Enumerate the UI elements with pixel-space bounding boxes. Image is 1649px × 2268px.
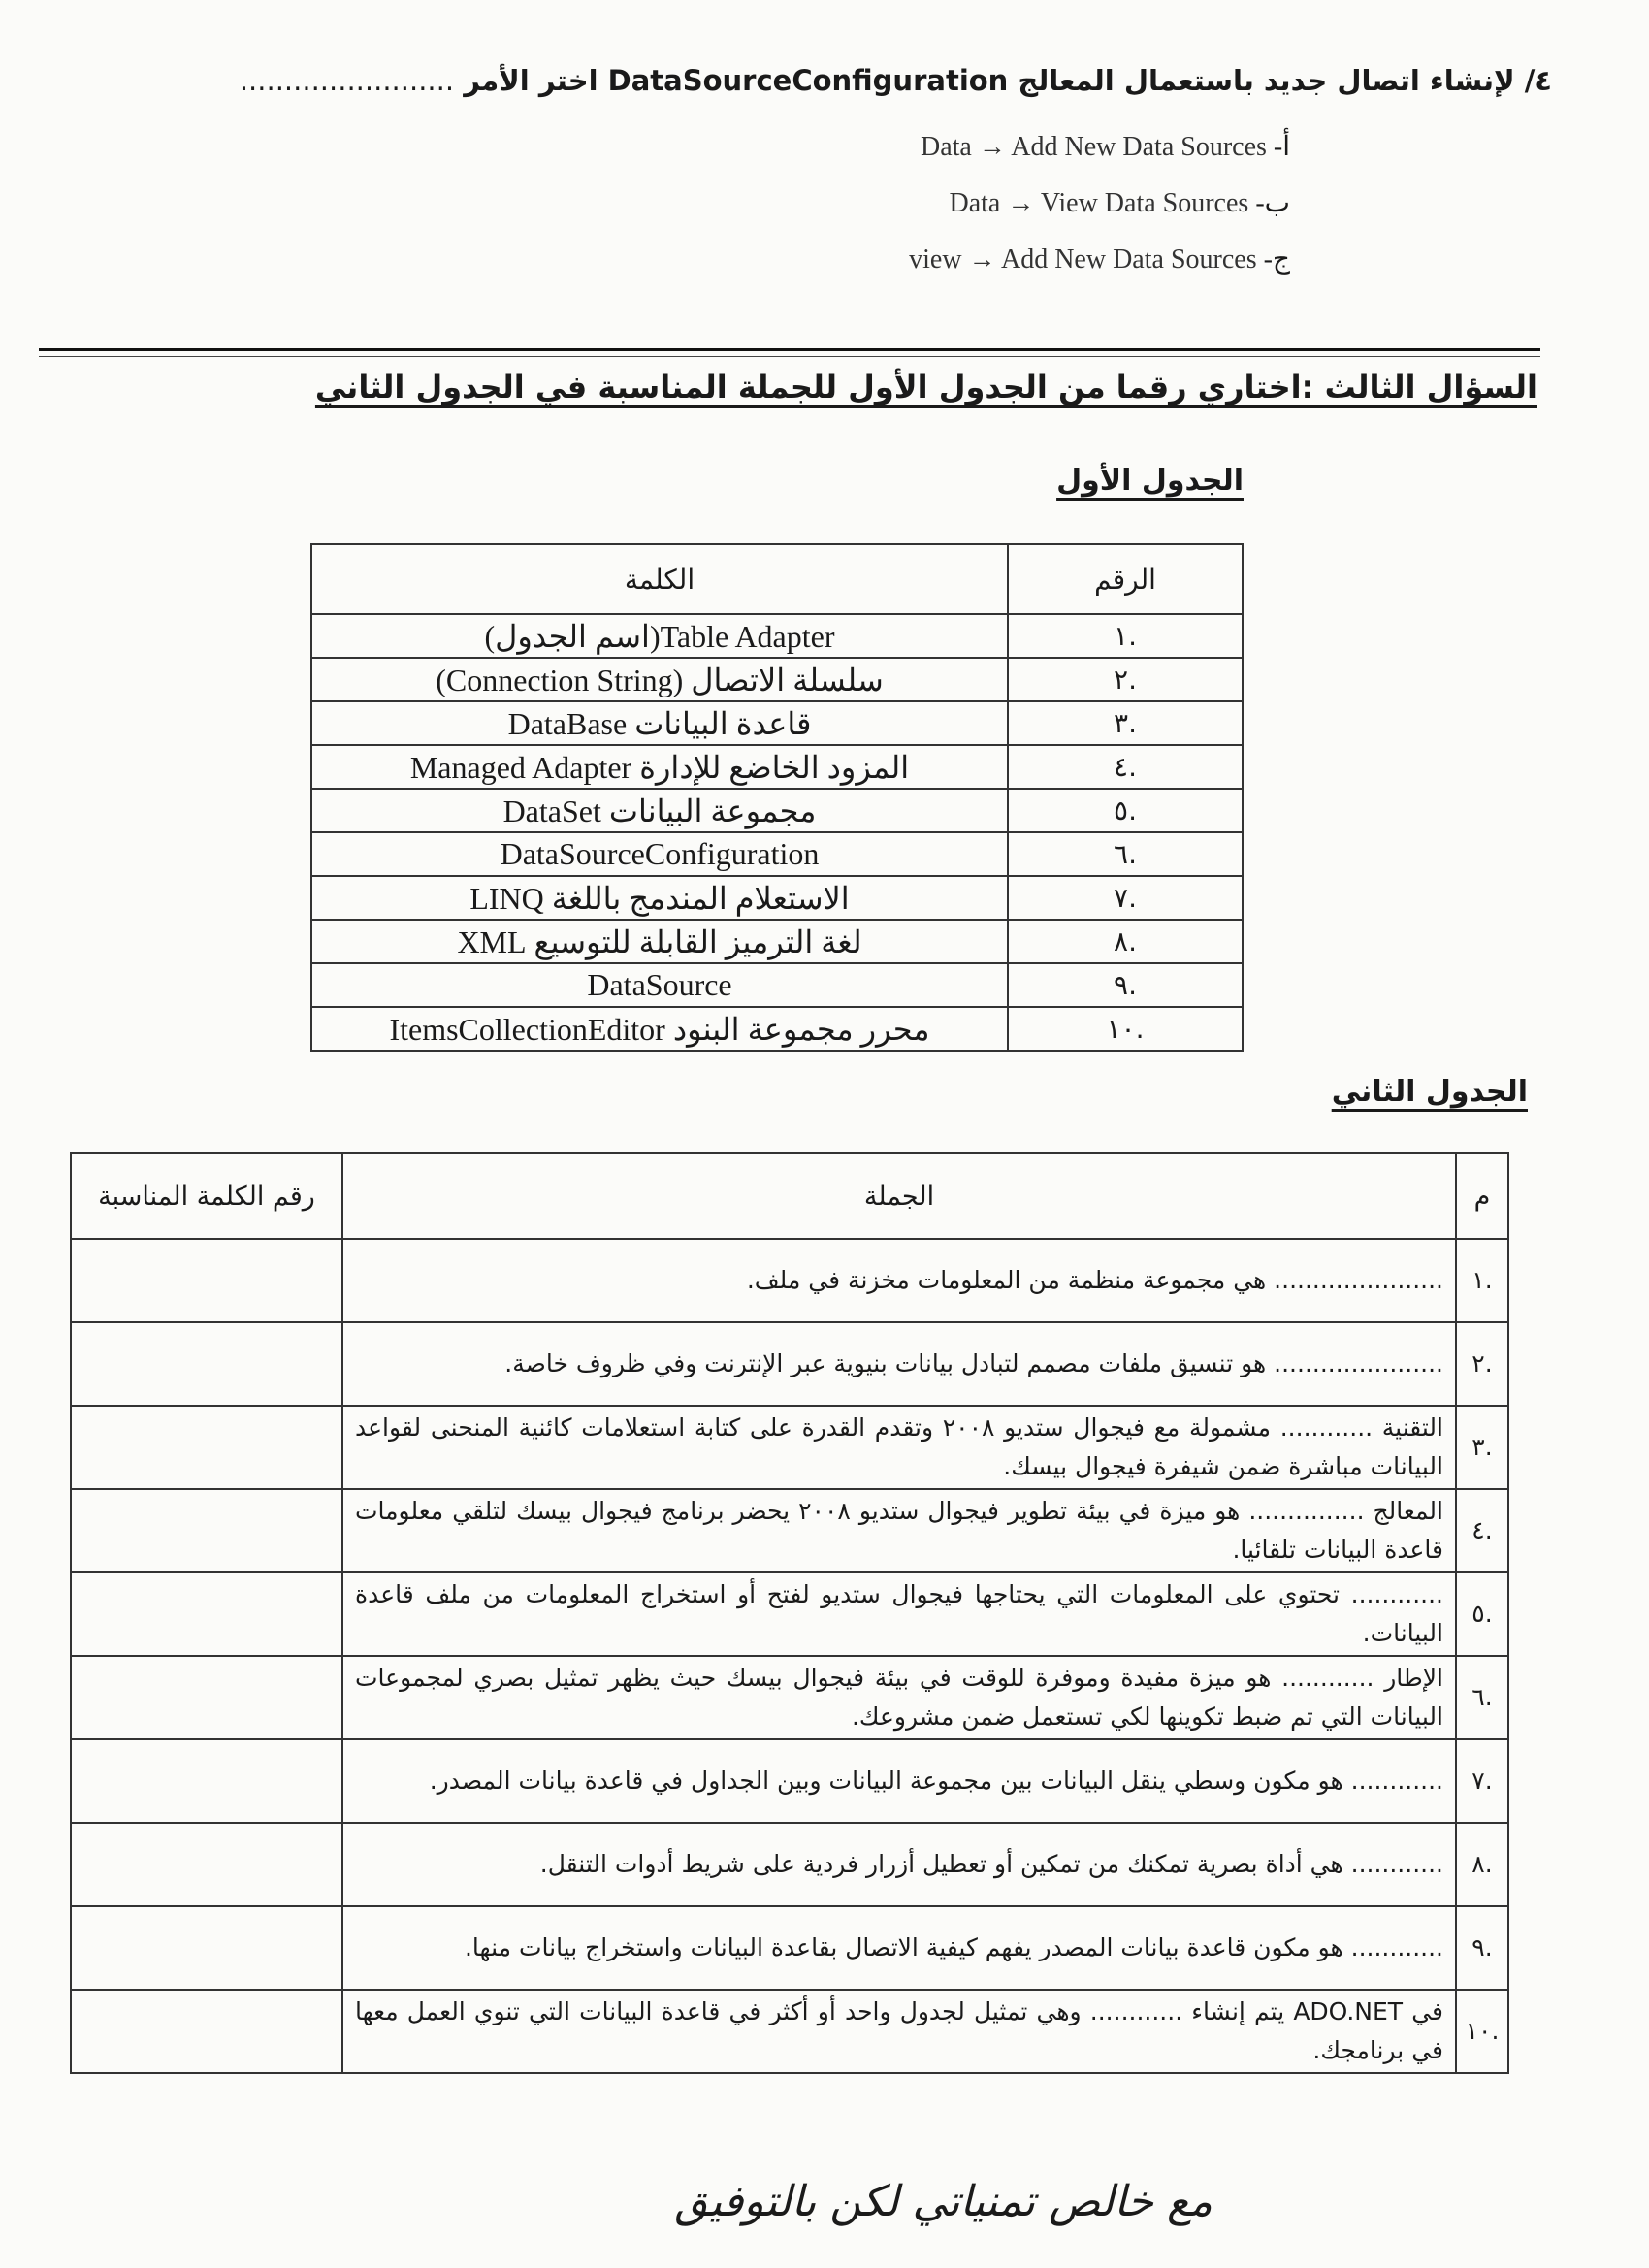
row-index: .٤ xyxy=(1456,1489,1508,1572)
table-row xyxy=(71,1906,1508,1990)
answer-cell[interactable] xyxy=(71,1406,342,1489)
option-b-command: Data → View Data Sources xyxy=(949,188,1249,218)
row-number: .٩ xyxy=(1008,963,1243,1007)
row-number: .٧ xyxy=(1008,876,1243,920)
number-header: الرقم xyxy=(1008,544,1243,614)
table-row xyxy=(311,876,1243,920)
row-word: DataSource xyxy=(311,963,1008,1007)
row-number: .١ xyxy=(1008,614,1243,658)
row-number: .٥ xyxy=(1008,789,1243,832)
table-row xyxy=(311,832,1243,876)
question-4-text: لإنشاء اتصال جديد باستعمال المعالج DataSourceConfiguration اختر الأمر xyxy=(464,64,1515,97)
option-c-command: view → Add New Data Sources xyxy=(909,244,1257,275)
row-number: .٣ xyxy=(1008,701,1243,745)
row-sentence: التقنية ............ مشمولة مع فيجوال ستديو ٢٠٠٨ وتقدم القدرة على كتابة استعلامات كائنية المنحنى لقواعد البيانات مباشرة ضمن شيفرة فيجوال بيسك. xyxy=(342,1406,1456,1489)
table-row xyxy=(311,920,1243,963)
table-row xyxy=(311,745,1243,789)
question-4 xyxy=(97,64,1552,97)
table-header-row xyxy=(311,544,1243,614)
table-row xyxy=(71,1322,1508,1406)
row-word: لغة الترميز القابلة للتوسيع XML xyxy=(311,920,1008,963)
words-table xyxy=(310,543,1244,1052)
row-index: .١٠ xyxy=(1456,1990,1508,2073)
row-number: .٤ xyxy=(1008,745,1243,789)
table-row xyxy=(71,1990,1508,2073)
table-row xyxy=(311,1007,1243,1051)
option-b-letter: ب- xyxy=(1255,188,1290,218)
row-sentence: ............ تحتوي على المعلومات التي يحتاجها فيجوال ستديو لفتح أو استخراج المعلومات من ملف قاعدة البيانات. xyxy=(342,1572,1456,1656)
row-index: .٧ xyxy=(1456,1739,1508,1823)
table-2-title: الجدول الثاني xyxy=(1331,1075,1528,1109)
option-a xyxy=(921,130,1290,163)
row-sentence: ............ هو مكون وسطي ينقل البيانات بين مجموعة البيانات وبين الجداول في قاعدة بيانات المصدر. xyxy=(342,1739,1456,1823)
row-sentence: في ADO.NET يتم إنشاء ............ وهي تمثيل لجدول واحد أو أكثر في قاعدة البيانات التي تنوي العمل معها في برنامجك. xyxy=(342,1990,1456,2073)
table-row xyxy=(311,963,1243,1007)
row-sentence: ............ هو مكون قاعدة بيانات المصدر يفهم كيفية الاتصال بقاعدة البيانات واستخراج بيانات منها. xyxy=(342,1906,1456,1990)
option-c xyxy=(909,243,1290,275)
row-index: .٢ xyxy=(1456,1322,1508,1406)
answer-cell[interactable] xyxy=(71,1489,342,1572)
table-row xyxy=(71,1489,1508,1572)
answer-cell[interactable] xyxy=(71,1990,342,2073)
answer-cell[interactable] xyxy=(71,1322,342,1406)
table-row xyxy=(71,1239,1508,1322)
row-sentence: ...................... هي مجموعة منظمة من المعلومات مخزنة في ملف. xyxy=(342,1239,1456,1322)
row-word: قاعدة البيانات DataBase xyxy=(311,701,1008,745)
row-word: سلسلة الاتصال (Connection String) xyxy=(311,658,1008,701)
row-sentence: الإطار ............ هو ميزة مفيدة وموفرة للوقت في بيئة فيجوال بيسك حيث يظهر تمثيل بصري لمجموعات البيانات التي تم ضبط تكوينها لكي تستعمل ضمن مشروعك. xyxy=(342,1656,1456,1739)
row-number: .٢ xyxy=(1008,658,1243,701)
answer-cell[interactable] xyxy=(71,1906,342,1990)
table-row xyxy=(71,1823,1508,1906)
row-word: المزود الخاضع للإدارة Managed Adapter xyxy=(311,745,1008,789)
table-row xyxy=(311,614,1243,658)
row-word: الاستعلام المندمج باللغة LINQ xyxy=(311,876,1008,920)
row-index: .٥ xyxy=(1456,1572,1508,1656)
table-row xyxy=(311,701,1243,745)
sentences-table xyxy=(70,1152,1509,2074)
row-sentence: ...................... هو تنسيق ملفات مصمم لتبادل بيانات بنيوية عبر الإنترنت وفي ظروف خاصة. xyxy=(342,1322,1456,1406)
answer-cell[interactable] xyxy=(71,1239,342,1322)
option-a-command: Data → Add New Data Sources xyxy=(920,132,1267,162)
row-number: .٨ xyxy=(1008,920,1243,963)
row-index: .٦ xyxy=(1456,1656,1508,1739)
answer-cell[interactable] xyxy=(71,1823,342,1906)
row-word: محرر مجموعة البنود ItemsCollectionEditor xyxy=(311,1007,1008,1051)
table-row xyxy=(71,1572,1508,1656)
table-row xyxy=(311,658,1243,701)
row-index: .٩ xyxy=(1456,1906,1508,1990)
index-header: م xyxy=(1456,1153,1508,1239)
row-index: .٨ xyxy=(1456,1823,1508,1906)
row-index: .٣ xyxy=(1456,1406,1508,1489)
row-sentence: المعالج ............... هو ميزة في بيئة تطوير فيجوال ستديو ٢٠٠٨ يحضر برنامج فيجوال بيسك لتلقي معلومات قاعدة البيانات تلقائيا. xyxy=(342,1489,1456,1572)
row-number: .٦ xyxy=(1008,832,1243,876)
row-index: .١ xyxy=(1456,1239,1508,1322)
option-a-letter: أ- xyxy=(1273,132,1290,162)
question-4-label: ٤/ xyxy=(1524,64,1552,97)
question-4-blank: ........................ xyxy=(239,64,455,97)
row-sentence: ............ هي أداة بصرية تمكنك من تمكين أو تعطيل أزرار فردية على شريط أدوات التنقل. xyxy=(342,1823,1456,1906)
option-b xyxy=(949,186,1290,219)
table-row xyxy=(71,1739,1508,1823)
row-word: Table Adapter(اسم الجدول) xyxy=(311,614,1008,658)
word-header: الكلمة xyxy=(311,544,1008,614)
section-divider xyxy=(39,348,1540,351)
answer-cell[interactable] xyxy=(71,1572,342,1656)
row-word: DataSourceConfiguration xyxy=(311,832,1008,876)
table-header-row xyxy=(71,1153,1508,1239)
row-word: مجموعة البيانات DataSet xyxy=(311,789,1008,832)
handwritten-closing xyxy=(417,2173,1212,2251)
row-number: .١٠ xyxy=(1008,1007,1243,1051)
answer-cell[interactable] xyxy=(71,1656,342,1739)
section-divider-thin xyxy=(39,356,1540,357)
answer-cell[interactable] xyxy=(71,1739,342,1823)
table-row xyxy=(71,1406,1508,1489)
sentence-header: الجملة xyxy=(342,1153,1456,1239)
option-c-letter: ج- xyxy=(1263,244,1290,275)
closing-text: مع خالص تمنياتي لكن بالتوفيق xyxy=(674,2177,1212,2226)
table-1-title: الجدول الأول xyxy=(1056,464,1244,498)
table-row xyxy=(311,789,1243,832)
answer-header: رقم الكلمة المناسبة xyxy=(71,1153,342,1239)
table-row xyxy=(71,1656,1508,1739)
question-3-title: السؤال الثالث :اختاري رقما من الجدول الأول للجملة المناسبة في الجدول الثاني xyxy=(314,369,1537,405)
